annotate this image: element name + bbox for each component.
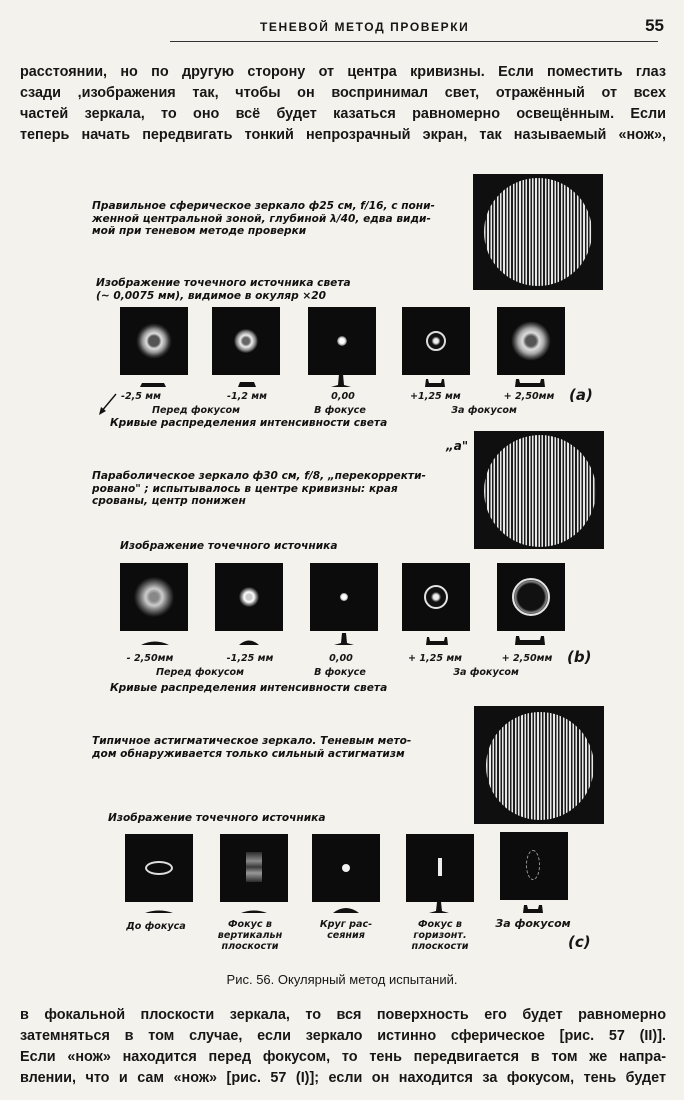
point-source-label-b: Изображение точечного источника bbox=[120, 540, 338, 552]
position-b-3: 0,00 bbox=[329, 653, 353, 664]
star-image-c-5 bbox=[500, 832, 568, 900]
figure-caption: Рис. 56. Окулярный метод испытаний. bbox=[226, 972, 458, 987]
section-tag-a: (a) bbox=[569, 386, 593, 404]
intensity-profile-c-3 bbox=[332, 903, 360, 914]
focus-label-c-4: Фокус в горизонт. плоскости bbox=[411, 919, 469, 952]
before-focus-label-b: Перед фокусом bbox=[156, 667, 244, 678]
position-a-5: + 2,50мм bbox=[503, 391, 555, 402]
point-source-label-a: Изображение точечного источника света (~ 0,0075 мм), видимое в окуляр ×20 bbox=[96, 277, 351, 302]
after-focus-label-b: За фокусом bbox=[453, 667, 519, 678]
at-focus-label-a: В фокусе bbox=[314, 405, 366, 416]
top-paragraph bbox=[20, 62, 666, 146]
star-image-a-4 bbox=[402, 307, 470, 375]
intensity-profile-a-2 bbox=[236, 376, 258, 388]
intensity-profile-a-5 bbox=[514, 374, 546, 388]
text-line: затемняться в том случае, если зеркало истинно сферическое [рис. 57 (II)]. bbox=[20, 1028, 666, 1044]
text-line: Если «нож» находится перед фокусом, то тень передвигается в том же напра- bbox=[20, 1049, 666, 1065]
position-b-4: + 1,25 мм bbox=[407, 653, 463, 664]
star-image-b-3 bbox=[310, 563, 378, 631]
position-b-5: + 2,50мм bbox=[501, 653, 553, 664]
intensity-curves-label-a: Кривые распределения интенсивности света bbox=[110, 417, 388, 429]
intensity-profile-c-2 bbox=[240, 906, 268, 914]
star-image-b-1 bbox=[120, 563, 188, 631]
text-line: сзади ,изображения так, чтобы он воспринимал свет, отражённый от всех bbox=[20, 85, 666, 101]
intensity-profile-b-4 bbox=[425, 632, 449, 646]
page-header bbox=[20, 14, 668, 42]
text-line: в фокальной плоскости зеркала, то вся поверхность его будет равномерно bbox=[20, 1007, 666, 1023]
star-image-a-3 bbox=[308, 307, 376, 375]
mirror-a-description: Правильное сферическое зеркало ф25 см, f/16, с пони- женной центральной зоной, глубиной λ/40, едва види- мой при теневом методе проверки bbox=[92, 200, 435, 237]
arrow-icon bbox=[98, 392, 120, 416]
position-a-1: -2,5 мм bbox=[120, 391, 161, 402]
star-image-b-5 bbox=[497, 563, 565, 631]
intensity-profile-a-3 bbox=[330, 372, 352, 388]
intensity-profile-b-3 bbox=[333, 630, 355, 646]
intensity-profile-c-5 bbox=[522, 902, 544, 914]
star-image-a-1 bbox=[120, 307, 188, 375]
position-b-1: - 2,50мм bbox=[126, 653, 174, 664]
star-image-b-2 bbox=[215, 563, 283, 631]
point-source-label-c: Изображение точечного источника bbox=[108, 812, 326, 824]
focus-label-c-1: До фокуса bbox=[126, 921, 186, 932]
knife-edge-image-a bbox=[473, 174, 603, 290]
mirror-c-description: Типичное астигматическое зеркало. Теневым мето- дом обнаруживается только сильный астигматизм bbox=[92, 735, 412, 760]
before-focus-label-a: Перед фокусом bbox=[152, 405, 240, 416]
intensity-profile-b-1 bbox=[140, 636, 170, 646]
star-image-c-4 bbox=[406, 834, 474, 902]
bottom-paragraph bbox=[20, 1005, 666, 1089]
position-b-2: -1,25 мм bbox=[226, 653, 274, 664]
star-image-c-3 bbox=[312, 834, 380, 902]
page-number: 55 bbox=[645, 16, 664, 35]
position-a-3: 0,00 bbox=[331, 391, 355, 402]
header-rule bbox=[170, 41, 658, 42]
star-image-c-2 bbox=[220, 834, 288, 902]
intensity-profile-a-1 bbox=[138, 378, 168, 388]
star-image-a-5 bbox=[497, 307, 565, 375]
star-image-b-4 bbox=[402, 563, 470, 631]
position-a-2: -1,2 мм bbox=[226, 391, 267, 402]
section-tag-c: (c) bbox=[568, 933, 591, 951]
intensity-profile-b-5 bbox=[514, 632, 546, 646]
text-line: теперь начать передвигать тонкий непрозрачный экран, так называемый «нож», bbox=[20, 127, 666, 143]
intensity-profile-a-4 bbox=[424, 374, 446, 388]
text-line: влении, что и сам «нож» [рис. 57 (I)]; если он находится за фокусом, тень будет bbox=[20, 1070, 666, 1086]
focus-label-c-2: Фокус в вертикальн плоскости bbox=[217, 919, 283, 952]
intensity-curves-label-b: Кривые распределения интенсивности света bbox=[110, 682, 388, 694]
knife-edge-image-b bbox=[474, 431, 604, 549]
mark-a: „a" bbox=[446, 439, 469, 453]
focus-label-c-5: За фокусом bbox=[495, 917, 571, 930]
star-image-a-2 bbox=[212, 307, 280, 375]
knife-edge-image-c bbox=[474, 706, 604, 824]
text-line: частей зеркала, то оно всё будет казаться равномерно освещённым. Если bbox=[20, 106, 666, 122]
star-image-c-1 bbox=[125, 834, 193, 902]
running-title: ТЕНЕВОЙ МЕТОД ПРОВЕРКИ bbox=[260, 20, 470, 34]
mirror-b-description: Параболическое зеркало ф30 см, f/8, „перекорректи- ровано" ; испытывалось в центре кривизны: края срованы, центр понижен bbox=[92, 470, 426, 507]
intensity-profile-c-1 bbox=[144, 906, 174, 914]
focus-label-c-3: Круг рас- сеяния bbox=[319, 919, 373, 941]
intensity-profile-b-2 bbox=[238, 634, 260, 646]
section-tag-b: (b) bbox=[567, 648, 592, 666]
text-line: расстоянии, но по другую сторону от центра кривизны. Если поместить глаз bbox=[20, 64, 666, 80]
at-focus-label-b: В фокусе bbox=[314, 667, 366, 678]
after-focus-label-a: За фокусом bbox=[451, 405, 517, 416]
position-a-4: +1,25 мм bbox=[410, 391, 461, 402]
intensity-profile-c-4 bbox=[428, 900, 450, 914]
